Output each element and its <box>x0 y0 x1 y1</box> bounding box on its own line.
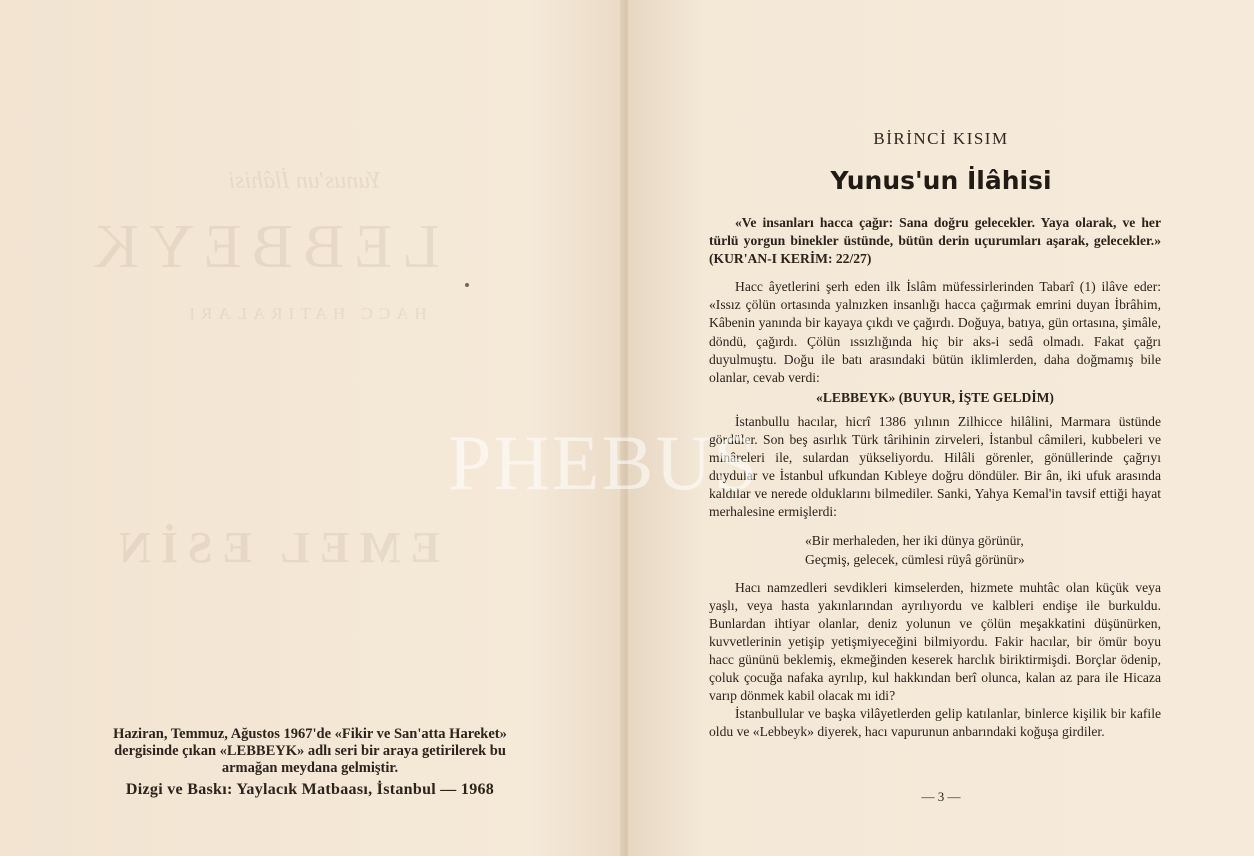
paragraph: İstanbullu hacılar, hicrî 1386 yılının Zilhicce hilâlini, Marmara üstünde gördüler. Son beş asırlık Türk târihinin zirveleri, İstanbul câmileri, kubbeleri ve minâreleri ile, sulardan yükseliyordu. Hilâli görenler, gönüllerinde çağrıyı duydular ve İstanbul ufkundan Kıbleye doğru döndüler. Bir ân, iki ufuk arasında kaldılar ve nerede olduklarını bilmediler. Sanki, Yahya Kemal'in tavsif ettiği hayat merhalesine ermişlerdi: <box>709 413 1161 520</box>
paragraph: Hacı namzedleri sevdikleri kimselerden, hizmete muhtâc olan küçük veya yaşlı, veya hasta yakınlarından ayrılıyordu ve kalbleri endişe ile burkuldu. Bunlardan ihtiyar olanlar, deniz yolunun ve çölün meşakkatini düşünürken, kuvvetlerinin yetişip yetişmiyeceğini bilmiyordu. Fakir hacılar, bir ömür boyu hacc gününü beklemiş, ekmeğinden keserek harclık biriktirmişdi. Borçlar ödenip, çoluk çocuğa nafaka ayrılıp, kul hakkından berî olunca, kalan az para ile Hicaza varıp dönmek kabil olacak mı idi? <box>709 579 1161 704</box>
left-page <box>0 0 624 856</box>
bleed-through-title: LEBBEYK <box>84 213 440 281</box>
call-line: «LEBBEYK» (BUYUR, İŞTE GELDİM) <box>816 389 1054 405</box>
bleed-through-tagline: HACC HATIRALARI <box>183 304 427 323</box>
colophon-line: Haziran, Temmuz, Ağustos 1967'de «Fikir ve San'atta Hareket» <box>113 726 507 742</box>
colophon <box>60 726 560 798</box>
verse-line: «Bir merhaleden, her iki dünya görünür, <box>805 532 1024 548</box>
part-title: BİRİNCİ KISIM <box>873 129 1009 148</box>
paragraph: Hacc âyetlerini şerh eden ilk İslâm müfessirlerinden Tabarî (1) ilâve eder: «Issız çölün ortasında yalnızken insanlığı hacca çağırmak emrini duyan İbrâhim, Kâbenin yanında bir kayaya çıkdı ve çağırdı. Doğuya, batıya, gün ortasına, şimâle, döndü, çağırdı. Çölün ıssızlığında hiç bir aks-i sedâ olmadı. Fakat çağrı duyulmuştu. Doğu ile batı arasındaki bütün iklimlerden, daha doğmamış bile olanlar, cevab verdi: <box>709 279 1161 385</box>
page-number: — 3 — <box>921 789 961 804</box>
colophon-line: dergisinde çıkan «LEBBEYK» adlı seri bir araya getirilerek bu <box>114 743 506 759</box>
bleed-through-subtitle: Yunus'un İlâhisi <box>228 168 382 194</box>
ink-dot <box>465 283 469 287</box>
chapter-body <box>709 214 1161 741</box>
watermark: PHEBUS <box>448 419 760 506</box>
verse-quote <box>805 531 1161 569</box>
bleed-through-author: EMEL ESİN <box>109 523 440 572</box>
printer-line: Dizgi ve Baskı: Yaylacık Matbaası, İstanbul — 1968 <box>125 781 495 798</box>
chapter-title: Yunus'un İlâhisi <box>830 166 1052 195</box>
verse-line: Geçmiş, gelecek, cümlesi rüyâ görünür» <box>805 551 1025 567</box>
paragraph: İstanbullular ve başka vilâyetlerden gelip katılanlar, binlerce kişilik bir kafile oldu ve «Lebbeyk» diyerek, hacı vapurunun anbarındaki koğuşa girdiler. <box>709 706 1161 740</box>
colophon-line: armağan meydana gelmiştir. <box>221 760 399 776</box>
epigraph-quote: «Ve insanları hacca çağır: Sana doğru gelecekler. Yaya olarak, ve her türlü yorgun binekler üstünde, bütün derin uçurumları aşarak, gelecekler.» (KUR'AN-I KERİM: 22/27) <box>709 215 1161 267</box>
